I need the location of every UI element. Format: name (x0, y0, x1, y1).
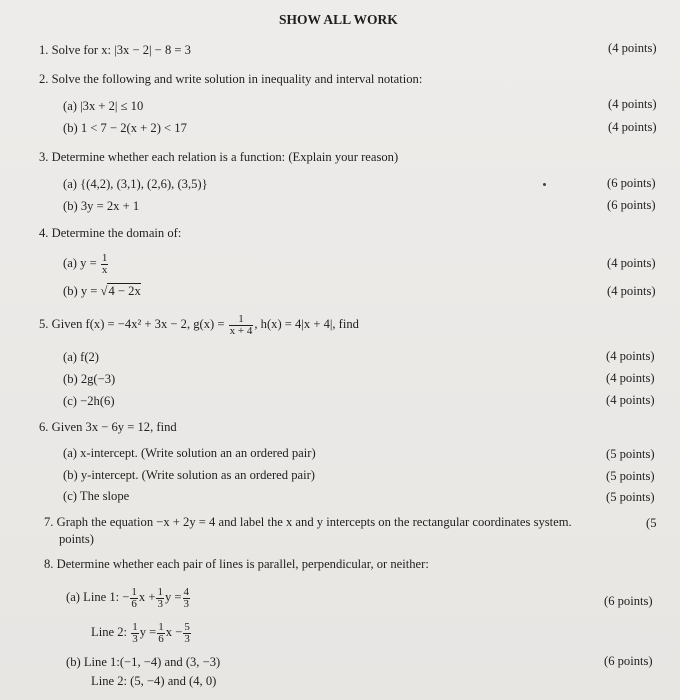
fraction-g (229, 314, 254, 337)
question-5-post: , h(x) = 4|x + 4|, find (254, 317, 359, 331)
question-5a: (a) f(2) (63, 350, 100, 364)
question-3b: (b) 3y = 2x + 1 (63, 199, 140, 213)
fraction-numerator: 5 (184, 620, 190, 633)
question-7: 7. Graph the equation −x + 2y = 4 and label the x and y intercepts on the rectangular coordinates system. (44, 515, 572, 529)
question-3b-points: (6 points) (607, 198, 656, 212)
question-5b: (b) 2g(−3) (63, 372, 116, 386)
page-title: SHOW ALL WORK (279, 12, 398, 27)
line-2-label: Line 2: (91, 625, 128, 639)
question-6a: (a) x-intercept. (Write solution an an ordered pair) (63, 446, 316, 460)
fraction-denominator: 6 (131, 597, 137, 610)
question-6c: (c) The slope (63, 489, 130, 503)
question-7-points-open: (5 (646, 516, 657, 530)
fraction-numerator: 1 (157, 585, 163, 598)
equation-text: x − (165, 625, 183, 639)
question-2b: (b) 1 < 7 − 2(x + 2) < 17 (63, 121, 187, 135)
question-4a-label: (a) y = (63, 256, 97, 270)
question-3a: (a) {(4,2), (3,1), (2,6), (3,5)} (63, 177, 208, 191)
line-1-label: (a) Line 1: − (66, 590, 130, 604)
question-3a-points: (6 points) (607, 176, 656, 190)
fraction-denominator: x + 4 (229, 324, 253, 337)
question-7-points-close: points) (59, 532, 94, 546)
question-6c-points: (5 points) (606, 490, 655, 504)
question-4a-points: (4 points) (607, 256, 656, 270)
fraction-denominator: 3 (183, 597, 190, 610)
fraction-denominator: x (101, 263, 108, 276)
question-1-points: (4 points) (608, 41, 657, 55)
fraction (157, 622, 165, 645)
fraction-denominator: 3 (184, 632, 190, 645)
question-8b-line-1: (b) Line 1:(−1, −4) and (3, −3) (66, 655, 221, 669)
question-3: 3. Determine whether each relation is a function: (Explain your reason) (39, 150, 399, 164)
question-6a-points: (5 points) (606, 447, 655, 461)
question-6b: (b) y-intercept. (Write solution as an ordered pair) (63, 468, 315, 482)
fraction (183, 622, 191, 645)
question-5a-points: (4 points) (606, 349, 655, 363)
sqrt-symbol: √ (100, 284, 108, 298)
question-5c-points: (4 points) (606, 393, 655, 407)
question-8: 8. Determine whether each pair of lines is parallel, perpendicular, or neither: (44, 557, 429, 571)
question-4b (63, 284, 141, 299)
question-8b-points: (6 points) (604, 654, 653, 668)
fraction-numerator: 1 (132, 620, 138, 633)
fraction-denominator: 3 (157, 597, 163, 610)
question-5c: (c) −2h(6) (63, 394, 115, 408)
question-4b-points: (4 points) (607, 284, 656, 298)
question-1: 1. Solve for x: |3x − 2| − 8 = 3 (39, 43, 191, 57)
equation-text: y = (164, 590, 182, 604)
equation-text: y = (139, 625, 157, 639)
fraction (156, 587, 164, 610)
question-5b-points: (4 points) (606, 371, 655, 385)
question-2a: (a) |3x + 2| ≤ 10 (63, 99, 144, 113)
fraction (130, 587, 138, 610)
question-4: 4. Determine the domain of: (39, 226, 182, 240)
question-4b-label: (b) y = (63, 284, 98, 298)
fraction-denominator: 3 (132, 632, 138, 645)
question-8b-line-2: Line 2: (5, −4) and (4, 0) (91, 674, 217, 688)
question-5-pre: 5. Given f(x) = −4x² + 3x − 2, g(x) = (39, 317, 225, 331)
fraction (131, 622, 139, 645)
fraction-numerator: 4 (183, 585, 190, 598)
question-5 (39, 310, 359, 338)
fraction-numerator: 1 (101, 251, 108, 264)
question-6b-points: (5 points) (606, 469, 655, 483)
fraction-denominator: 6 (158, 632, 164, 645)
question-2: 2. Solve the following and write solution in inequality and interval notation: (39, 72, 423, 86)
fraction-numerator: 1 (238, 312, 244, 325)
question-4a (63, 250, 109, 276)
question-2b-points: (4 points) (608, 120, 657, 134)
fraction-numerator: 1 (158, 620, 164, 633)
question-8a-points: (6 points) (604, 594, 653, 608)
question-8a-line-2 (91, 617, 192, 647)
fraction-numerator: 1 (131, 585, 137, 598)
question-2a-points: (4 points) (608, 97, 657, 111)
fraction (183, 587, 191, 610)
question-6: 6. Given 3x − 6y = 12, find (39, 420, 177, 434)
question-8a-line-1 (66, 582, 191, 612)
pencil-dot-mark (543, 183, 546, 186)
equation-text: x + (138, 590, 156, 604)
fraction-1-over-x (101, 253, 109, 276)
sqrt-radicand: 4 − 2x (108, 284, 141, 298)
